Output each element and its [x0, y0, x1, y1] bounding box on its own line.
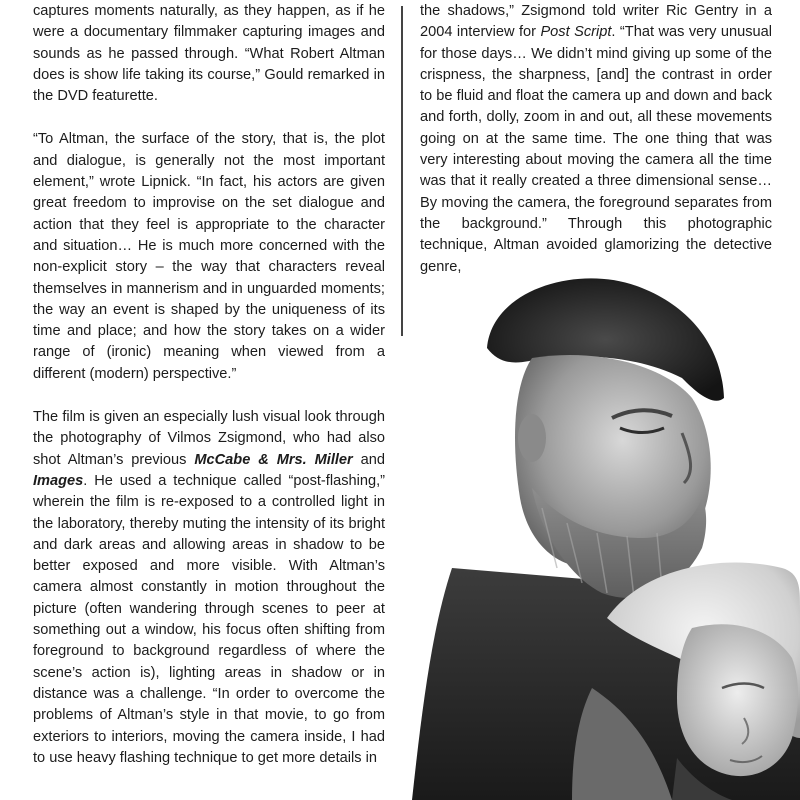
right-column — [420, 1, 772, 278]
film-title-images: Images — [33, 472, 84, 489]
left-paragraph-2: “To Altman, the surface of the story, that is, the plot and dialogue, is generally not the most important element,” wrote Lipnick. “In fact, his actors are given great freedom to improvise on the set dialogue and action that they feel is appropriate to the character and situation… He is much more concerned with the non-explicit story – the way that characters reveal themselves in mannerism and in unguarded moments; the way an event is shaped by the uniqueness of its time and place; and how the story takes on a wider range of (ironic) meaning when viewed from a different (modern) perspective.” — [33, 131, 385, 382]
left-paragraph-1: captures moments naturally, as they happen, as if he were a documentary filmmaker capturing images and sounds as he passed through. “What Robert Altman does is show life taking its course,” Gould remarked in the DVD featurette. — [33, 3, 385, 105]
right-paragraph-1-text-a: the shadows,” Zsigmond told writer Ric Gentry in a 2004 interview for — [420, 3, 772, 41]
left-paragraph-3-text-c: . He used a technique called “post-flashing,” wherein the film is re-exposed to a controlled light in the laboratory, thereby muting the intensity of its bright and dark areas and allowing areas in shadow to be better exposed and more visible. With Altman’s camera almost constantly in motion throughout the picture (often wandering through scenes to peer at something out a window, his focus often shifting from foreground to background regardless of where the scene’s action is), lighting areas in shadow or in distance was a challenge. “In order to overcome the problems of Altman’s style in that movie, to go from exteriors to interiors, moving the camera inside, I had to use heavy flashing technique to get more details in — [33, 472, 385, 766]
film-title-mccabe: McCabe & Mrs. Miller — [194, 451, 353, 468]
right-paragraph-1 — [420, 1, 772, 278]
left-column — [33, 1, 385, 769]
left-paragraph-3-text-b: and — [352, 451, 385, 468]
right-paragraph-1-text-b: . “That was very unusual for those days… We didn’t mind giving up some of the crispness, the sharpness, [and] the contrast in order to be fluid and float the camera up and down and back and forth, dolly, zoom in and out, all these movements going on at the same time. The one thing that was very interesting about moving the camera all the time was that it really created a three dimensional sense… By moving the camera, the foreground separates from the background.” Through this photographic technique, Altman avoided glamorizing the detective genre, — [420, 24, 773, 275]
film-still-photo — [392, 268, 800, 800]
publication-post-script: Post Script — [540, 24, 612, 41]
left-paragraph-3 — [33, 407, 385, 769]
left-paragraph-3-text-a: The film is given an especially lush visual look through the photography of Vilmos Zsigmond, who had also shot Altman’s previous — [33, 409, 385, 468]
